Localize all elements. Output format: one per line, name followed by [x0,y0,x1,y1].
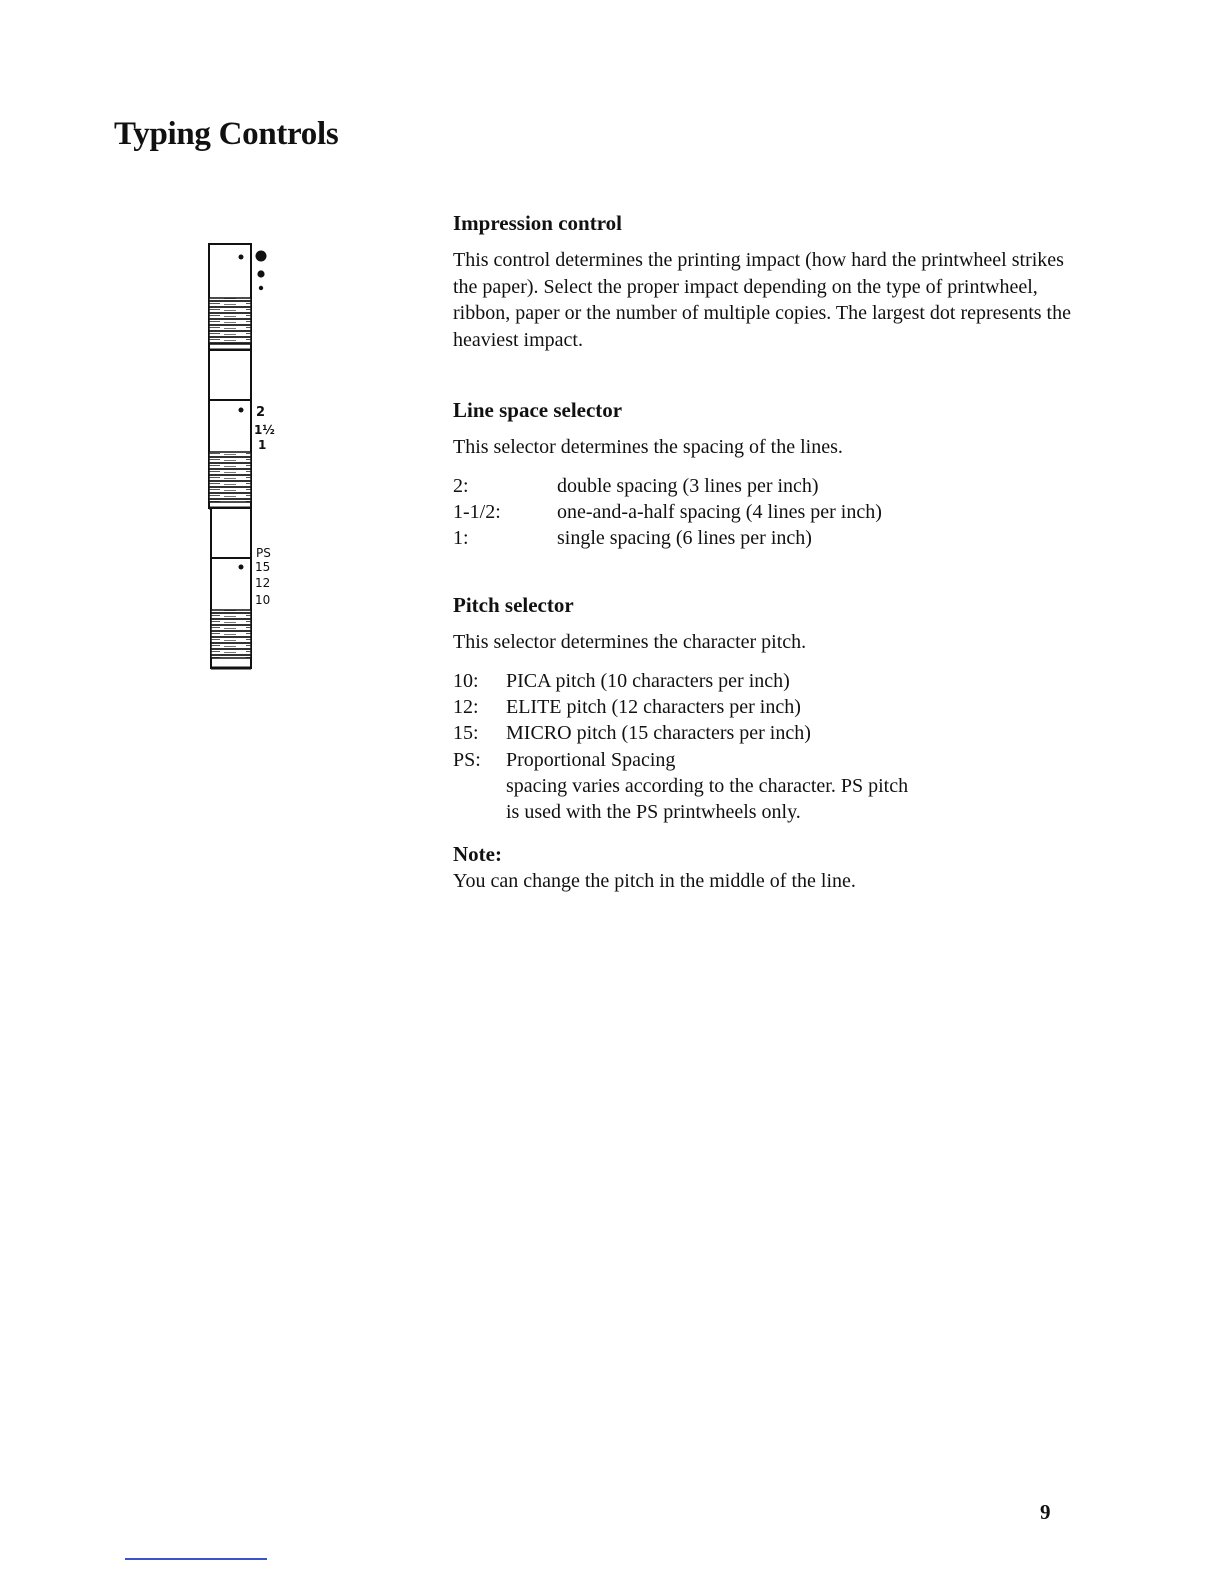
list-item [453,694,1093,720]
pitch-key: 10: [453,669,479,692]
pitch-value: Proportional Spacing [506,748,676,771]
list-item [453,773,1093,799]
note-section [453,840,1093,894]
pitch-value: spacing varies according to the character. PS pitch [506,775,909,798]
impression-description: This control determines the printing impact (how hard the printwheel strikes the paper). Select the proper impact depending on the type of printwheel, ribbon, paper or the number of multiple copies. The largest dot represents the heaviest impact. [453,249,1071,351]
line-space-indicator-dot [239,408,244,413]
pitch-indicator-dot [239,565,244,570]
pitch-list [453,668,1093,826]
pitch-value: ELITE pitch (12 characters per inch) [506,696,801,719]
note-text: You can change the pitch in the middle of the line. [453,869,856,892]
impression-medium-dot [257,270,264,277]
line-space-section [453,395,1093,551]
line-space-key: 1-1/2: [453,500,501,523]
list-item [453,720,1093,746]
line-label-1-half: 1½ [254,423,275,437]
pitch-value: PICA pitch (10 characters per inch) [506,669,790,692]
impression-section [453,208,1093,353]
pitch-section [453,590,1093,825]
pitch-key [453,773,506,799]
list-item [453,747,1093,773]
line-space-key: 2: [453,474,469,497]
line-label-2: 2 [256,405,266,420]
line-space-intro: This selector determines the spacing of the lines. [453,436,843,458]
pitch-intro: This selector determines the character pitch. [453,631,807,654]
pitch-key [453,799,506,825]
pitch-value: MICRO pitch (15 characters per inch) [506,722,811,745]
pitch-label-ps: PS [256,546,271,560]
line-space-heading: Line space selector [453,398,623,422]
impression-small-dot [259,286,263,290]
line-space-selector[interactable] [209,350,275,508]
pitch-label-15: 15 [255,560,271,574]
line-space-value: one-and-a-half spacing (4 lines per inch) [557,500,882,523]
pitch-key: PS: [453,748,481,771]
content-column [453,208,1093,894]
pitch-selector[interactable] [211,508,271,668]
pitch-label-10: 10 [255,593,271,607]
impression-control[interactable] [209,244,267,350]
list-item [453,525,1093,551]
list-item [453,668,1093,694]
typing-controls-diagram [200,240,300,680]
line-label-1: 1 [258,438,267,452]
line-space-key: 1: [453,527,469,550]
impression-large-dot [256,251,267,262]
pitch-heading: Pitch selector [453,593,574,618]
pitch-key: 15: [453,722,479,745]
line-space-list [453,473,1093,552]
pitch-label-12: 12 [255,576,271,590]
note-label: Note: [453,841,502,866]
impression-heading: Impression control [453,211,622,235]
pitch-value: is used with the PS printwheels only. [506,801,801,824]
page-title: Typing Controls [114,116,339,152]
list-item [453,499,1093,525]
line-space-value: single spacing (6 lines per inch) [557,527,812,550]
list-item [453,799,1093,825]
line-space-value: double spacing (3 lines per inch) [557,474,819,497]
pitch-key: 12: [453,696,479,719]
list-item [453,473,1093,499]
footer-rule [125,1558,267,1560]
page-number: 9 [1040,1500,1051,1524]
impression-indicator-dot [239,255,244,260]
